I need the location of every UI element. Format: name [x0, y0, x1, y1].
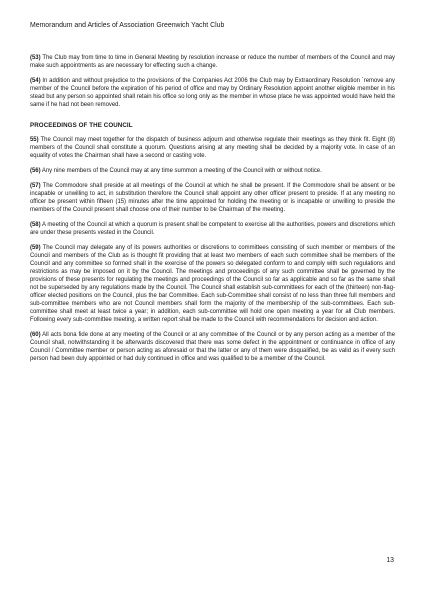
- section-heading: PROCEEDINGS OF THE COUNCIL: [30, 122, 133, 130]
- paragraph-text: A meeting of the Council at which a quorum is present shall be competent to exercise all the authorities, powers and discretions which are under these presents vested in the Council.: [30, 221, 395, 236]
- paragraph-text: The Council may delegate any of its powers authorities or discretions to committees consisting of such member or members of the Council and members of the Club as is thought fit providing that at least two members of each such committee shall be members of the Council and any committee so formed shall in the exercise of the powers so delegated conform to and comply with such regulations and restrictions as may be imposed on it by the Council. The meetings and proceedings of any such committee shall be governed by the provisions of these presents for regulating the meetings and proceedings of the Council so far as applicable and so far as the same shall not be superseded by any regulations made by the Council. The Council shall establish sub-committees for each of the (thirteen) non-flag-officer elected positions on the Council, plus the bar Committee. Each sub-Committee shall consist of no less than three full members and sub-committee members who are not Council members shall form the majority of the membership of the sub-committees. Each sub-committee shall meet at least twice a year; in addition, each sub-committee will hold one open meeting a year for all Club members. Following every sub-committee meeting, a written report shall be made to the Council with recommendations for decision and action.: [30, 244, 395, 324]
- paragraph-text: The Commodore shall preside at all meetings of the Council at which he shall be present. If the Commodore shall be absent or be incapable or unwilling to act, in substitution therefore the Council shall appoint any other officer present to preside. If at any meeting no officer be present within fifteen (15) minutes after the time appointed for holding the meeting or is incapable or unwilling to preside the members of the Council present shall choose one of their number to be Chairman of the meeting.: [30, 182, 395, 213]
- paragraph-54: [30, 77, 395, 109]
- paragraph-number: (53): [30, 55, 41, 61]
- paragraph-60: [30, 331, 395, 363]
- paragraph-55: [30, 136, 395, 160]
- page-number: 13: [386, 557, 394, 564]
- paragraph-number: (58): [30, 221, 41, 228]
- paragraph-56: [30, 167, 395, 175]
- paragraph-text: In addition and without prejudice to the provisions of the Companies Act 2006 the Club may by Extraordinary Resolution `remove any member of the Council before the expiration of his period of office and may by Ordinary Resolution appoint another eligible member in his stead but any person so appointed shall retain his office so long only as the member in whose place he was appointed would have held the same if he had not been removed.: [30, 77, 395, 109]
- paragraph-number: 55): [30, 136, 39, 143]
- document-body: [30, 54, 395, 370]
- paragraph-number: (57): [30, 182, 41, 189]
- paragraph-58: [30, 221, 395, 237]
- document-header: Memorandum and Articles of Association Greenwich Yacht Club: [30, 22, 225, 29]
- paragraph-text: Any nine members of the Council may at any time summon a meeting of the Council with or without notice.: [40, 167, 322, 174]
- paragraph-number: (54): [30, 77, 41, 84]
- paragraph-text: The Club may from time to time in General Meeting by resolution increase or reduce the number of members of the Council and may make such appointments as are necessary for effecting such a change.: [30, 55, 395, 70]
- paragraph-59: [30, 244, 395, 324]
- paragraph-number: (60): [30, 332, 41, 339]
- paragraph-text: All acts bona fide done at any meeting of the Council or at any committee of the Council or by any person acting as a member of the Council shall, notwithstanding it be afterwards discovered that there was some defect in the appointment or continuance in office of any Council / Committee member or person acting as aforesaid or that the latter or any of them were disqualified, be as valid as if every such person had been duly appointed or had duly continued in office and was qualified to be a member of the Council.: [30, 332, 395, 363]
- paragraph-number: (59): [30, 244, 41, 251]
- paragraph-57: [30, 182, 395, 214]
- paragraph-text: The Council may meet together for the dispatch of business adjourn and otherwise regulate their meetings as they think fit. Eight (8) members of the Council shall constitute a quorum. Questions arising at any meeting shall be decided by a majority vote. In case of an equality of votes the Chairman shall have a second or casting vote.: [30, 136, 395, 159]
- paragraph-53: [30, 54, 395, 70]
- paragraph-number: (56): [30, 167, 41, 174]
